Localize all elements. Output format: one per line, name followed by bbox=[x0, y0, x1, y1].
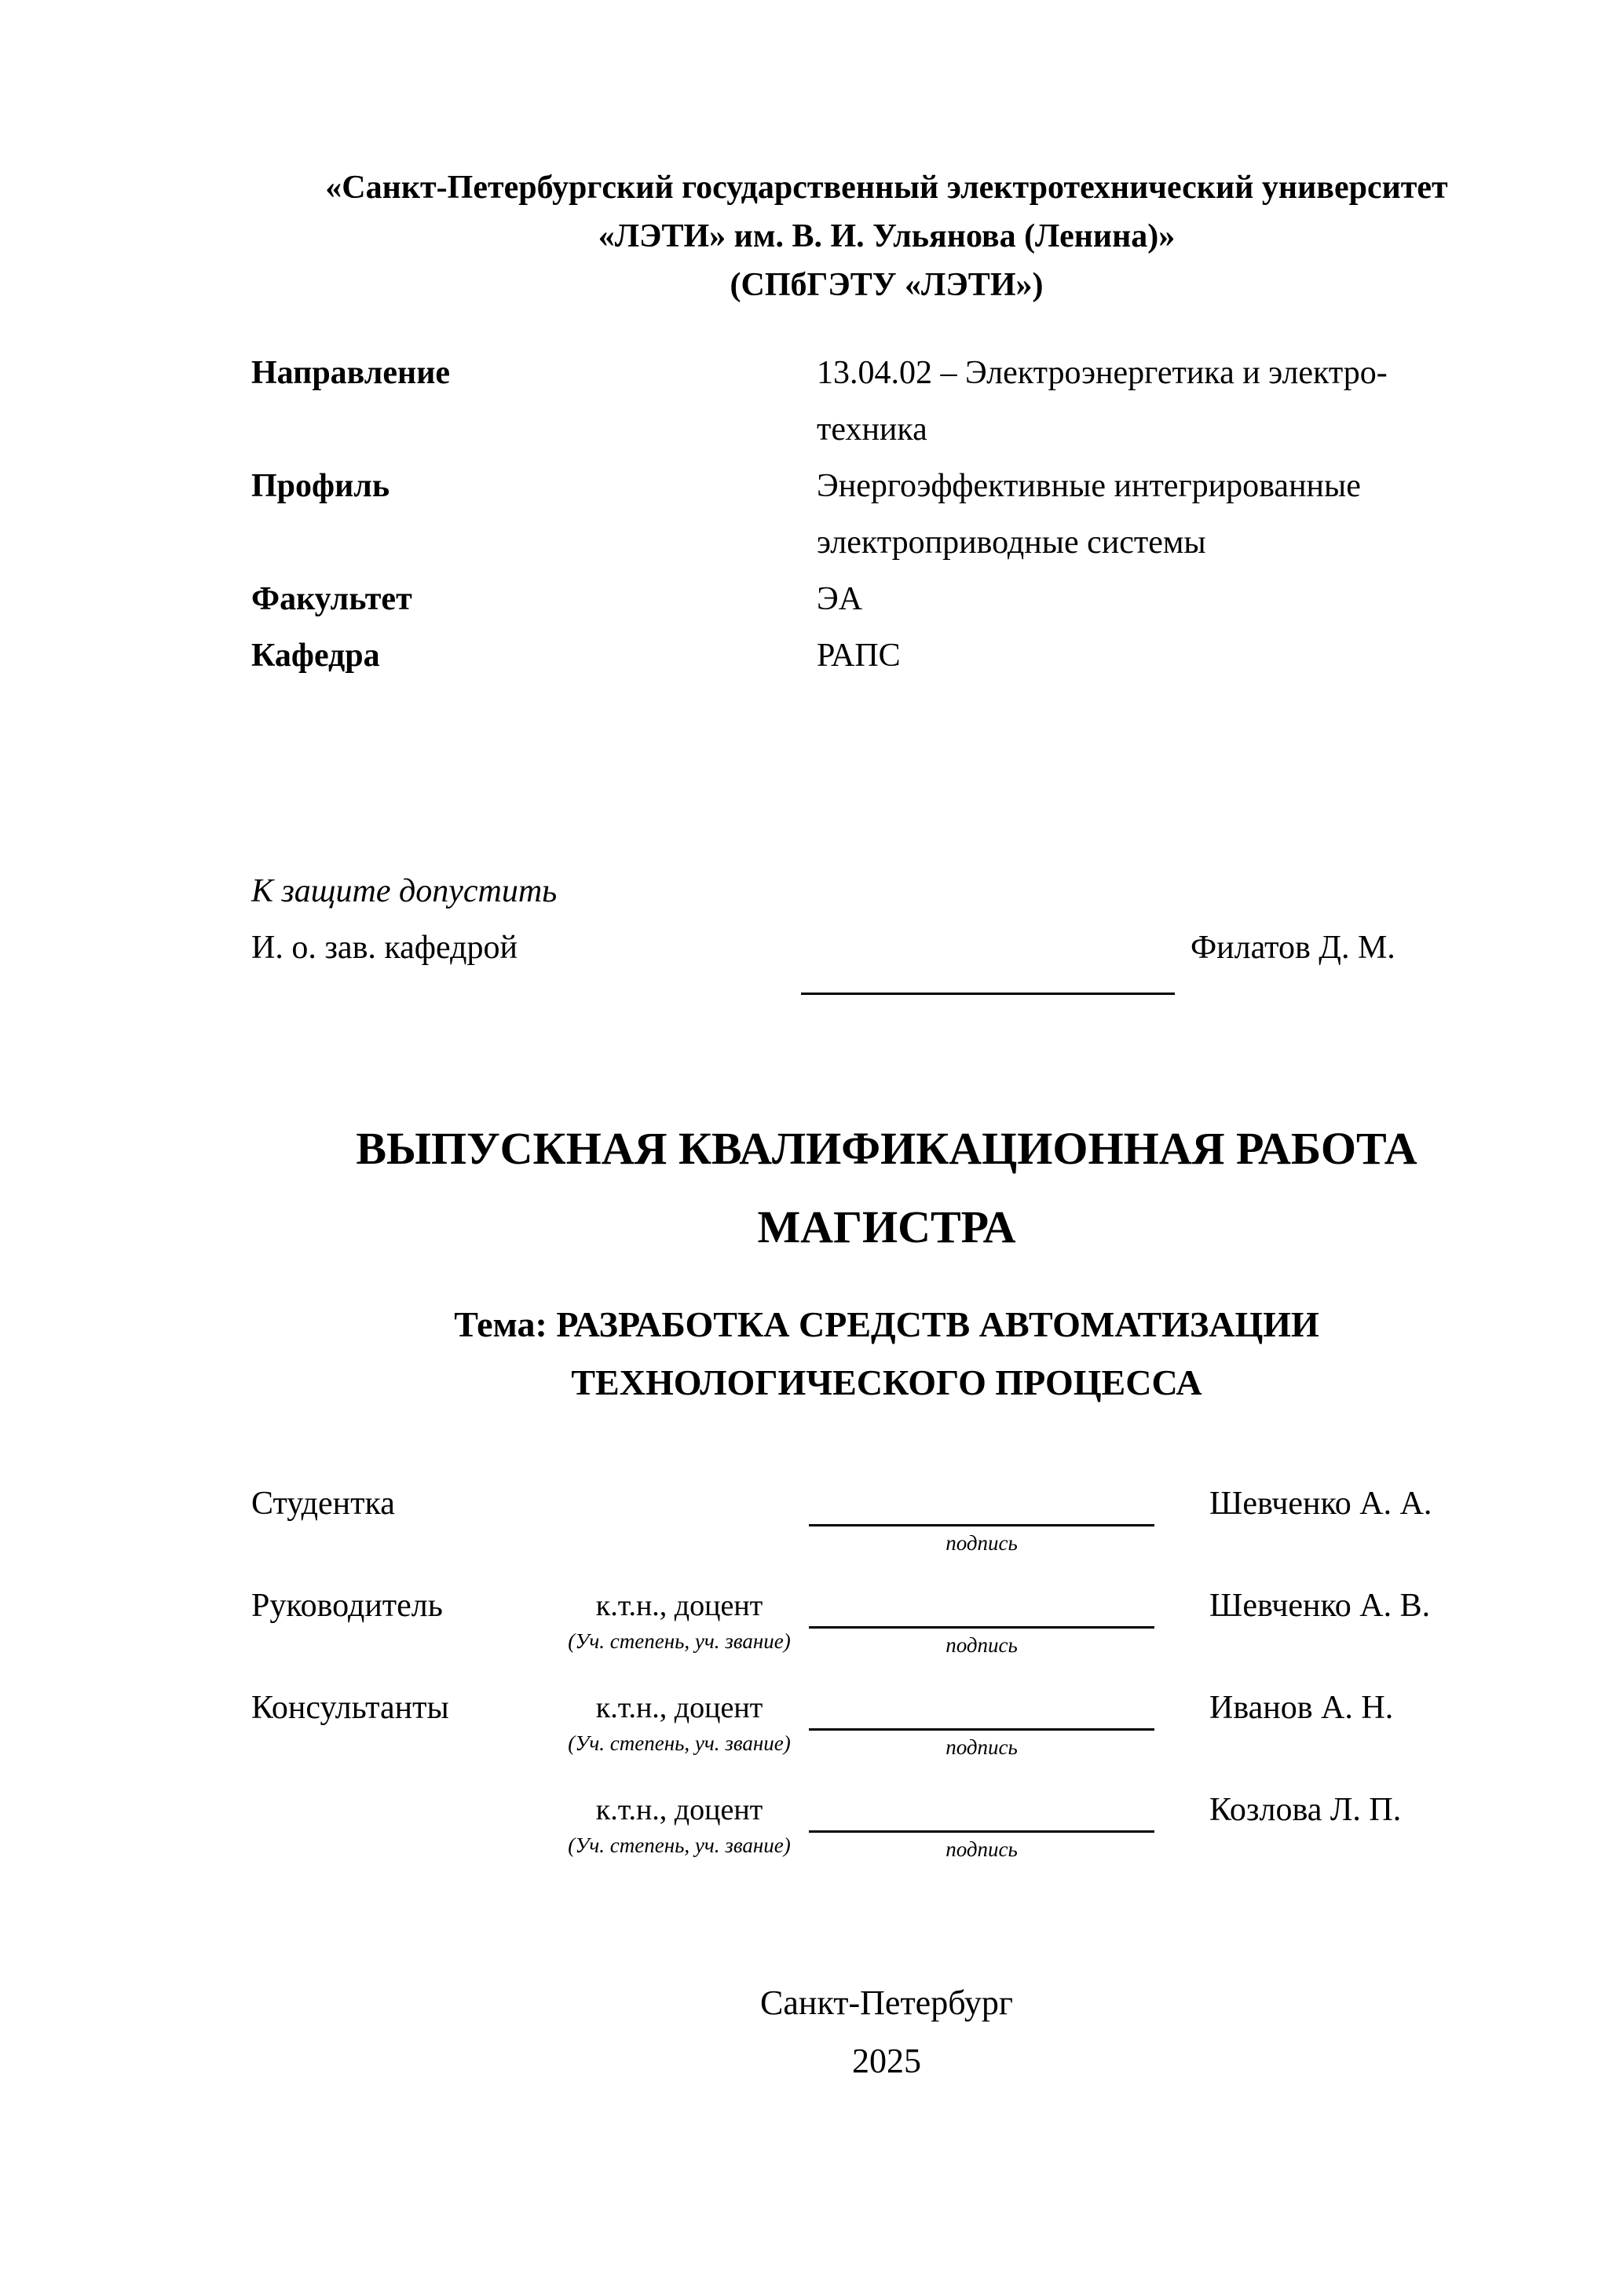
thesis-theme-line-1: Тема: РАЗРАБОТКА СРЕДСТВ АВТОМАТИЗАЦИИ bbox=[454, 1304, 1319, 1344]
signature-line bbox=[809, 1475, 1154, 1526]
signature-column bbox=[809, 1475, 1154, 1556]
signer-degree-column bbox=[550, 1680, 809, 1755]
signer-role: Студентка bbox=[251, 1486, 395, 1522]
signature-row-consultant-2 bbox=[251, 1782, 1522, 1863]
signature-caption: подпись bbox=[946, 1531, 1018, 1555]
signature-column bbox=[809, 1680, 1154, 1760]
footer bbox=[251, 1974, 1522, 2090]
university-header bbox=[251, 163, 1522, 309]
degree-caption: (Уч. степень, уч. звание) bbox=[568, 1629, 791, 1653]
signature-row-student bbox=[251, 1475, 1522, 1556]
signature-section bbox=[251, 1475, 1522, 1863]
degree-caption: (Уч. степень, уч. звание) bbox=[568, 1731, 791, 1755]
program-fields bbox=[251, 345, 1522, 684]
field-value: электроприводные системы bbox=[817, 525, 1206, 561]
approval-signature-row bbox=[251, 919, 1522, 995]
field-direction bbox=[251, 345, 1522, 401]
field-label bbox=[251, 401, 817, 458]
footer-year: 2025 bbox=[852, 2042, 921, 2080]
thesis-title-line-1: ВЫПУСКНАЯ КВАЛИФИКАЦИОННАЯ РАБОТА bbox=[356, 1123, 1417, 1174]
signer-name: Иванов А. Н. bbox=[1209, 1690, 1394, 1726]
approver-role: И. о. зав. кафедрой bbox=[251, 930, 518, 966]
degree-caption: (Уч. степень, уч. звание) bbox=[568, 1834, 791, 1857]
signer-role: Консультанты bbox=[251, 1690, 449, 1726]
field-label: Профиль bbox=[251, 468, 390, 504]
field-label bbox=[251, 514, 817, 571]
signer-name: Шевченко А. В. bbox=[1209, 1588, 1431, 1624]
field-department bbox=[251, 627, 1522, 684]
university-name-line-2: «ЛЭТИ» им. В. И. Ульянова (Ленина)» bbox=[598, 218, 1176, 254]
field-value: ЭА bbox=[817, 581, 863, 617]
thesis-title-line-2: МАГИСТРА bbox=[757, 1201, 1016, 1252]
field-value: 13.04.02 – Электроэнергетика и электро- bbox=[817, 355, 1388, 391]
field-value: техника bbox=[817, 411, 927, 448]
signer-degree-column bbox=[550, 1782, 809, 1857]
signature-caption: подпись bbox=[946, 1633, 1018, 1657]
approval-block bbox=[251, 863, 1522, 995]
signature-line bbox=[809, 1578, 1154, 1629]
field-label: Факультет bbox=[251, 581, 412, 617]
thesis-theme bbox=[251, 1296, 1522, 1412]
signature-column bbox=[809, 1782, 1154, 1863]
approver-signature-line bbox=[801, 919, 1175, 995]
field-faculty bbox=[251, 571, 1522, 627]
university-abbreviation: (СПбГЭТУ «ЛЭТИ») bbox=[730, 267, 1044, 303]
field-profile bbox=[251, 458, 1522, 514]
signature-line bbox=[809, 1782, 1154, 1833]
field-direction-wrap bbox=[251, 401, 1522, 458]
footer-city: Санкт-Петербург bbox=[760, 1983, 1013, 2022]
field-label: Кафедра bbox=[251, 638, 380, 674]
field-value: РАПС bbox=[817, 638, 901, 674]
signer-degree: к.т.н., доцент bbox=[595, 1793, 763, 1826]
university-name-line-1: «Санкт-Петербургский государственный электротехнический университет bbox=[325, 170, 1448, 206]
field-profile-wrap bbox=[251, 514, 1522, 571]
signer-degree-column bbox=[550, 1578, 809, 1653]
signature-line bbox=[809, 1680, 1154, 1731]
admit-to-defense-line: К защите допустить bbox=[251, 873, 558, 909]
approver-name: Филатов Д. М. bbox=[1191, 930, 1395, 966]
thesis-theme-line-2: ТЕХНОЛОГИЧЕСКОГО ПРОЦЕССА bbox=[571, 1362, 1202, 1402]
signature-caption: подпись bbox=[946, 1837, 1018, 1861]
signature-row-supervisor bbox=[251, 1578, 1522, 1658]
thesis-title bbox=[251, 1110, 1522, 1267]
signer-degree: к.т.н., доцент bbox=[595, 1589, 763, 1622]
field-label: Направление bbox=[251, 355, 451, 391]
signer-degree: к.т.н., доцент bbox=[595, 1691, 763, 1724]
signature-caption: подпись bbox=[946, 1735, 1018, 1759]
signer-name: Козлова Л. П. bbox=[1209, 1792, 1402, 1828]
signature-column bbox=[809, 1578, 1154, 1658]
field-value: Энергоэффективные интегрированные bbox=[817, 468, 1361, 504]
signature-row-consultant-1 bbox=[251, 1680, 1522, 1760]
signer-name: Шевченко А. А. bbox=[1209, 1486, 1432, 1522]
signer-role: Руководитель bbox=[251, 1588, 443, 1624]
